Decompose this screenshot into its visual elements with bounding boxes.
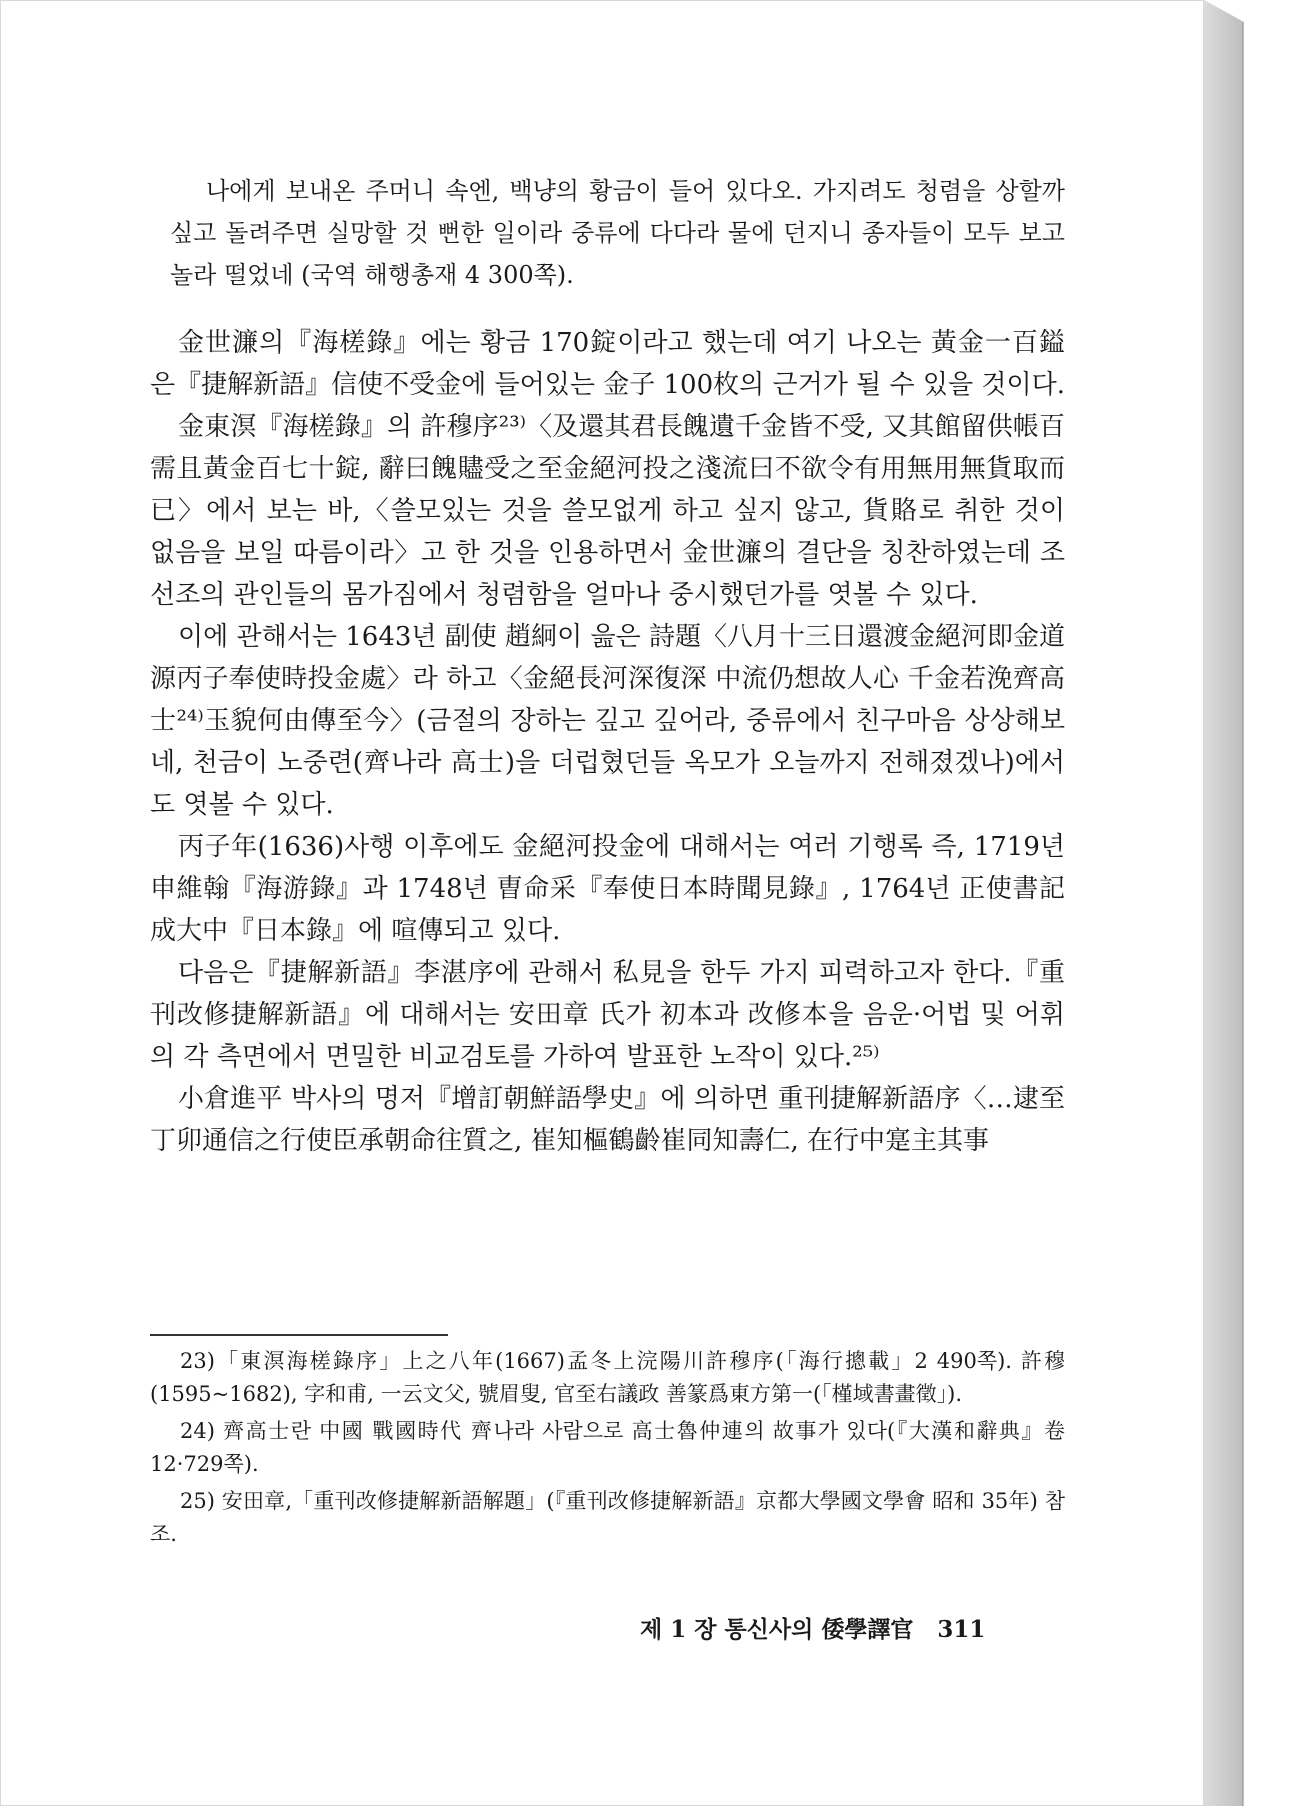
footnote-25: 25) 安田章,「重刊改修捷解新語解題」(『重刊改修捷解新語』京都大學國文學會 昭和 35年) 참조. <box>150 1489 1065 1546</box>
footnote-24: 24) 齊高士란 中國 戰國時代 齊나라 사람으로 高士魯仲連의 故事가 있다(『大漢和辭典』卷 12·729쪽). <box>150 1419 1065 1476</box>
paragraph: 다음은『捷解新語』李湛序에 관해서 私見을 한두 가지 피력하고자 한다.『重刊改修捷解新語』에 대해서는 安田章 氏가 初本과 改修本을 음운·어법 및 어휘의 각 측면에서 면밀한 비교검토를 가하여 발표한 노작이 있다.²⁵⁾ <box>150 958 1065 1072</box>
paragraph: 金東溟『海槎錄』의 許穆序²³⁾〈及還其君長餽遺千金皆不受, 又其館留供帳百需且黃金百七十錠, 辭曰餽贐受之至金絕河投之淺流曰不欲令有用無用無貨取而已〉에서 보는 바,〈쓸모있는 것을 쓸모없게 하고 싶지 않고, 貨賂로 취한 것이 없음을 보일 따름이라〉고 한 것을 인용하면서 金世濂의 결단을 칭찬하였는데 조선조의 관인들의 몸가짐에서 청렴함을 얼마나 중시했던가를 엿볼 수 있다. <box>150 412 1065 610</box>
page-edge-line <box>1242 22 1243 1806</box>
page-edge-shadow <box>1204 0 1244 1806</box>
chapter-title: 제 1 장 통신사의 倭學譯官 <box>640 1616 914 1643</box>
footnote-divider <box>150 1334 448 1336</box>
footnote-23: 23)「東溟海槎錄序」上之八年(1667)孟冬上浣陽川許穆序(「海行摠載」2 490쪽). 許穆(1595~1682), 字和甫, 一云文父, 號眉叟, 官至右議政 善篆爲東方第一(「槿域書畫徵」). <box>150 1349 1065 1406</box>
running-footer <box>640 1611 1040 1644</box>
paragraph: 金世濂의『海槎錄』에는 황금 170錠이라고 했는데 여기 나오는 黃金一百鎰은『捷解新語』信使不受金에 들어있는 金子 100枚의 근거가 될 수 있을 것이다. <box>150 328 1065 400</box>
footnotes <box>150 1345 1065 1555</box>
block-quote: 나에게 보내온 주머니 속엔, 백냥의 황금이 들어 있다오. 가지려도 청렴을 상할까 싶고 돌려주면 실망할 것 뻔한 일이라 중류에 다다라 물에 던지니 종자들이 모두 보고 놀라 떨었네 (국역 해행총재 4 300쪽). <box>170 177 1065 289</box>
page-number: 311 <box>937 1616 986 1643</box>
paragraph: 小倉進平 박사의 명저『增訂朝鮮語學史』에 의하면 重刊捷解新語序〈…逮至丁卯通信之行使臣承朝命往質之, 崔知樞鶴齡崔同知壽仁, 在行中寔主其事 <box>150 1084 1065 1156</box>
paragraph: 이에 관해서는 1643년 副使 趙絅이 읊은 詩題〈八月十三日還渡金絕河即金道源丙子奉使時投金處〉라 하고〈金絕長河深復深 中流仍想故人心 千金若浼齊高士²⁴⁾玉貌何由傳至今〉(금절의 장하는 깊고 깊어라, 중류에서 친구마음 상상해보네, 천금이 노중련(齊나라 高士)을 더럽혔던들 옥모가 오늘까지 전해졌겠나)에서도 엿볼 수 있다. <box>150 622 1065 820</box>
paragraph: 丙子年(1636)사행 이후에도 金絕河投金에 대해서는 여러 기행록 즉, 1719년 申維翰『海游錄』과 1748년 曺命采『奉使日本時聞見錄』, 1764년 正使書記 成大中『日本錄』에 喧傳되고 있다. <box>150 832 1065 946</box>
body-text <box>150 322 1065 1162</box>
